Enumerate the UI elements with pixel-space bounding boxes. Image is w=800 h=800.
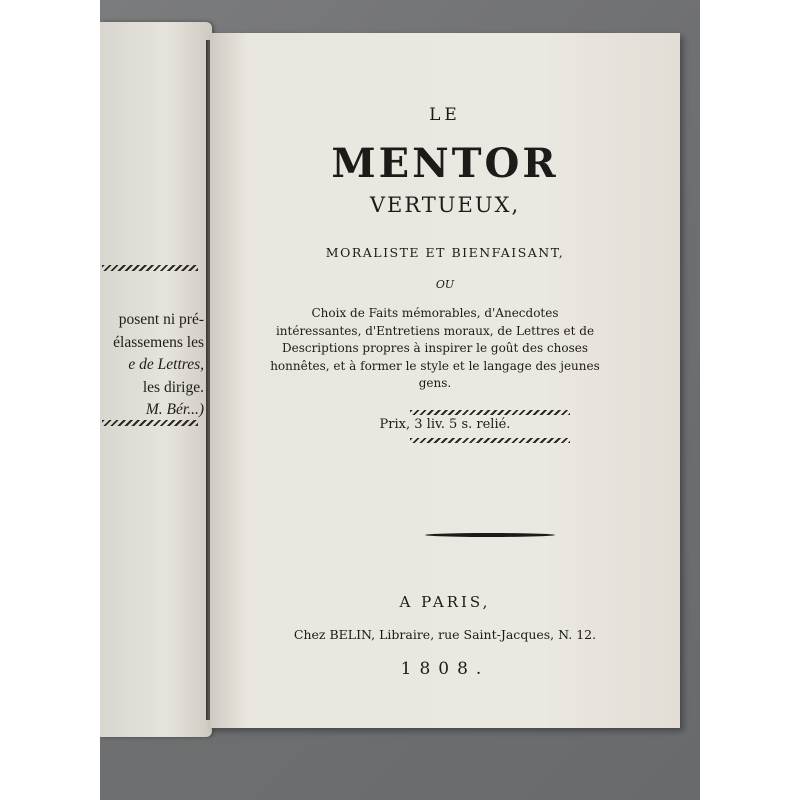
title-vertueux: VERTUEUX,	[369, 193, 521, 217]
subtitle-moraliste: MORALISTE ET BIENFAISANT,	[325, 245, 565, 260]
imprint-publisher: Chez BELIN, Libraire, rue Saint-Jacques, N. 12.	[293, 627, 597, 642]
left-page	[100, 22, 212, 737]
imprint-year: 1808.	[400, 659, 490, 679]
title-page	[210, 33, 680, 728]
left-line: e de Lettres,	[128, 356, 204, 373]
left-line: posent ni pré-	[118, 311, 204, 328]
price-text: Prix, 3 liv. 5 s. relié.	[379, 417, 511, 432]
price-rule-top	[410, 410, 570, 415]
description-text: Choix de Faits mémorables, d'Anecdotes intéressantes, d'Entretiens moraux, de Lettres et de Descriptions propres à inspirer le goût des choses honnêtes, et à former le style et le langage des jeunes gens.	[270, 306, 600, 390]
subtitle-ou: OU	[435, 278, 455, 291]
left-line: M. Bér...)	[145, 401, 204, 418]
left-page-text	[113, 309, 204, 422]
title-mentor: MENTOR	[331, 140, 559, 187]
left-ornament-top	[102, 265, 198, 271]
left-line: élassemens les	[113, 333, 204, 351]
imprint-place: A PARIS,	[399, 593, 491, 611]
book-photo	[100, 0, 700, 800]
price-rule-bottom	[410, 438, 570, 443]
left-line: les dirige.	[142, 378, 204, 396]
title-le: LE	[429, 105, 461, 125]
ornament-rule	[425, 533, 555, 537]
left-ornament-bottom	[102, 420, 198, 426]
